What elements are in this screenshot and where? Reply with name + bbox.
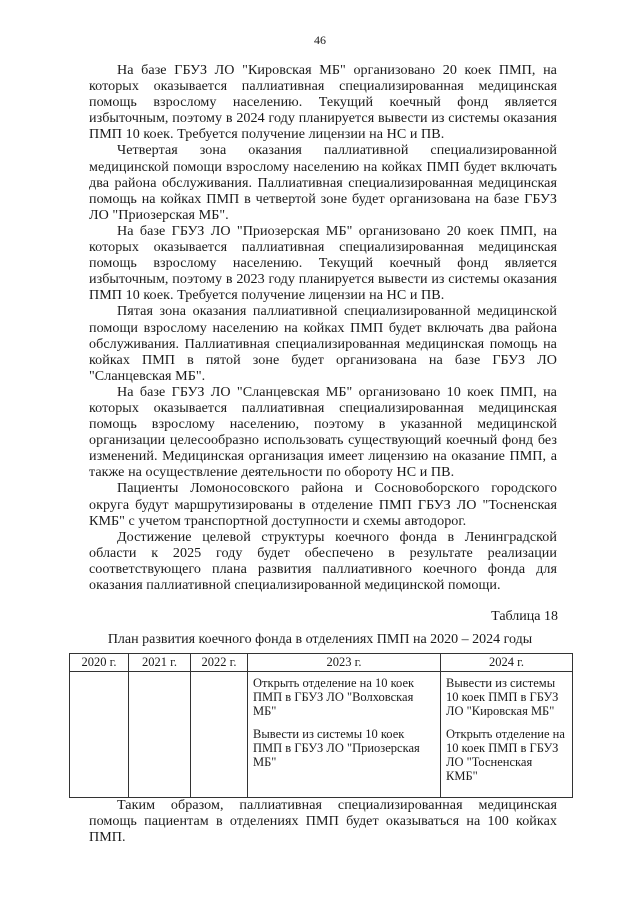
paragraph-kirovsk-beds: На базе ГБУЗ ЛО "Кировская МБ" организовано 20 коек ПМП, на которых оказывается паллиативная специализированная медицинская помощь взрослому населению. Текущий коечный фонд является избыточным, поэтому в 2024 году планируется вывести из системы оказания ПМП 10 коек. Требуется получение лицензии на НС и ПВ.	[89, 62, 557, 143]
table-row	[70, 672, 573, 798]
cell-2023	[248, 672, 441, 798]
paragraph-target-structure: Достижение целевой структуры коечного фонда в Ленинградской области к 2025 году будет обеспечено в результате реализации соответствующего плана развития паллиативного коечного фонда для оказания паллиативной специализированной медицинской помощи.	[89, 528, 557, 593]
action-remove-priozersk: Вывести из системы 10 коек ПМП в ГБУЗ ЛО "Приозерская МБ"	[253, 727, 420, 769]
body-text	[89, 62, 557, 593]
table-header-row	[70, 654, 573, 672]
table-title: План развития коечного фонда в отделениях ПМП на 2020 – 2024 годы	[107, 632, 533, 647]
plan-table	[69, 653, 573, 798]
paragraph-priozersk-beds: На базе ГБУЗ ЛО "Приозерская МБ" организовано 20 коек ПМП, на которых оказывается паллиативная специализированная медицинская помощь взрослому населению. Текущий коечный фонд является избыточным, поэтому в 2023 году планируется вывести из системы оказания ПМП 10 коек. Требуется получение лицензии на НС и ПВ.	[89, 222, 557, 304]
paragraph-conclusion: Таким образом, паллиативная специализированная медицинская помощь пациентам в отделениях ПМП будет оказываться на 100 койках ПМП.	[89, 797, 557, 846]
table-label: Таблица 18	[491, 609, 558, 624]
cell-2021	[129, 672, 191, 798]
header-2024: 2024 г.	[441, 654, 573, 672]
header-2022: 2022 г.	[191, 654, 248, 672]
action-open-tosno: Открыть отделение на 10 коек ПМП в ГБУЗ ЛО "Тосненская КМБ"	[446, 727, 565, 783]
header-2023: 2023 г.	[248, 654, 441, 672]
cell-2022	[191, 672, 248, 798]
paragraph-patient-routing: Пациенты Ломоносовского района и Сосновоборского городского округа будут маршрутизированы в отделение ПМП ГБУЗ ЛО "Тосненская КМБ" с учетом транспортной доступности и схемы автодорог.	[89, 480, 557, 529]
paragraph-fourth-zone: Четвертая зона оказания паллиативной специализированной медицинской помощи взрослому населению на койках ПМП будет включать два района обслуживания. Паллиативная специализированная медицинская помощь на койках ПМП в четвертой зоне будет организована на базе ГБУЗ ЛО "Приозерская МБ".	[89, 142, 557, 223]
action-open-volkhov: Открыть отделение на 10 коек ПМП в ГБУЗ ЛО "Волховская МБ"	[253, 676, 415, 718]
paragraph-fifth-zone: Пятая зона оказания паллиативной специализированной медицинской помощи взрослому населению на койках ПМП будет включать два района обслуживания. Паллиативная специализированная медицинская помощь на койках ПМП в пятой зоне будет организована на базе ГБУЗ ЛО "Сланцевская МБ".	[89, 303, 557, 384]
cell-2024	[441, 672, 573, 798]
action-remove-kirovsk: Вывести из системы 10 коек ПМП в ГБУЗ ЛО "Кировская МБ"	[446, 676, 559, 718]
header-2020: 2020 г.	[70, 654, 129, 672]
header-2021: 2021 г.	[129, 654, 191, 672]
conclusion-block	[89, 797, 557, 845]
paragraph-slantsy-beds: На базе ГБУЗ ЛО "Сланцевская МБ" организовано 10 коек ПМП, на которых оказывается паллиативная специализированная медицинская помощь взрослому населению, поэтому в указанной медицинской организации целесообразно использовать существующий коечный фонд без изменений. Медицинская организация имеет лицензию на оказание ПМП, а также на осуществление деятельности по обороту НС и ПВ.	[89, 383, 557, 481]
page-number: 46	[314, 33, 326, 47]
cell-2020	[70, 672, 129, 798]
